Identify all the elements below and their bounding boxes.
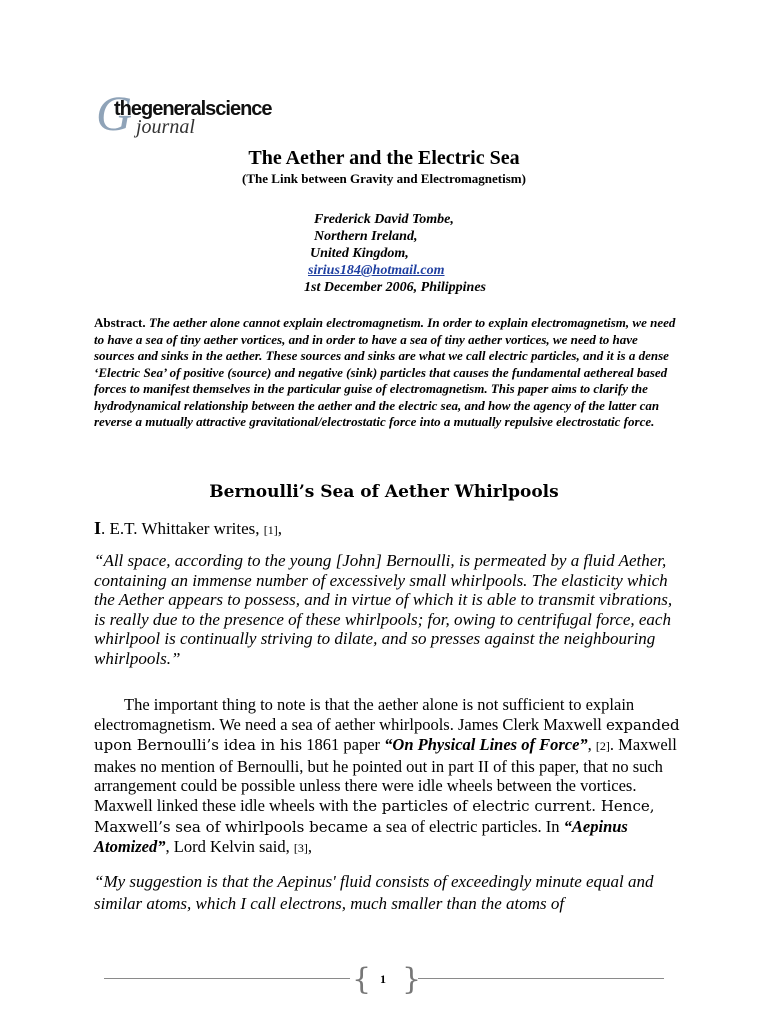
intro-paragraph (94, 518, 282, 539)
body-paragraph (94, 695, 684, 859)
citation-1: [1] (263, 523, 278, 537)
section-numeral: I (94, 518, 102, 538)
body-text-10: , Lord Kelvin said, (165, 837, 294, 857)
body-text-1: The important thing to note is that the aether alone is not sufficient to explain electromagnetism. We need a sea of aether whirlpools. James Clerk Maxwell (94, 695, 635, 734)
footer-brace-right: } (402, 962, 422, 997)
logo-mark: G (96, 85, 133, 141)
body-text-6: . Maxwell makes no mention of Bernoulli, but he pointed out in part II of this paper, that no such arrangement could be possible unless there were idle wheels between the vortices. Maxwell linked these idle wheels with (94, 735, 677, 815)
abstract-label: Abstract. (94, 315, 146, 330)
footer-brace-left: { (352, 962, 372, 997)
page-number: 1 (380, 972, 386, 986)
citation-3: [3] (293, 841, 308, 856)
kelvin-quote: “My suggestion is that the Aepinus' fluid consists of exceedingly minute equal and similar atoms, which I call electrons, much smaller than the atoms of (94, 872, 654, 913)
abstract-text: The aether alone cannot explain electromagnetism. In order to explain electromagnetism, we need to have a sea of tiny aether vortices, and in order to have a sea of tiny aether vortices, we need to have sources and sinks in the aether. These sources and sinks are what we call electric particles, and it is a dense ‘Electric Sea’ of positive (source) and negative (sink) particles that causes the fundamental aethereal based forces to manifest themselves in the particular guise of electromagnetism. This paper aims to clarify the hydrodynamical relationship between the aether and the electric sea, and how the agency of the latter can reverse a mutually attractive gravitational/electrostatic force into a mutually repulsive electrostatic force. (94, 315, 676, 429)
author-region: Northern Ireland, (314, 229, 418, 244)
intro-text: . E.T. Whittaker writes, (101, 519, 264, 538)
abstract (94, 315, 676, 431)
author-date: 1st December 2006, Philippines (304, 280, 486, 295)
logo-top-text: thegeneralscience (114, 98, 272, 120)
logo-bottom-text: journal (136, 116, 195, 138)
author-name: Frederick David Tombe, (314, 212, 454, 227)
body-text-7: the particles of electric current. Hence, Maxwell’s sea of whirlpools became a (94, 796, 655, 836)
body-text-11: , (307, 837, 312, 857)
body-text-3: 1861 paper (302, 735, 385, 755)
author-email-line (308, 263, 445, 279)
body-text-2: expanded upon Bernoulli’s idea in his (94, 715, 680, 755)
citation-2: [2] (595, 739, 610, 754)
body-text-5: , (587, 735, 596, 755)
body-text-8: sea of electric particles. In (381, 816, 564, 836)
paper-title-ref: “On Physical Lines of Force” (384, 735, 588, 755)
section-heading: Bernoulli’s Sea of Aether Whirlpools (209, 482, 559, 502)
paper-subtitle: (The Link between Gravity and Electromagnetism) (242, 171, 526, 186)
aepinus-title-ref: “Aepinus Atomized” (94, 816, 628, 857)
whittaker-quote: “All space, according to the young [John] Bernoulli, is permeated by a fluid Aether, containing an immense number of excessively small whirlpools. The elasticity which the Aether appears to possess, and in virtue of which it is able to transmit vibrations, is really due to the presence of these whirlpools; for, owing to centrifugal force, each whirlpool is continually striving to dilate, and so presses against the neighbouring whirlpools.” (94, 551, 673, 668)
intro-tail: , (277, 519, 282, 538)
author-email-link[interactable]: sirius184@hotmail.com (308, 263, 445, 278)
journal-logo (96, 85, 296, 141)
footer-rule-left (104, 978, 350, 979)
paper-title: The Aether and the Electric Sea (248, 147, 520, 169)
author-country: United Kingdom, (310, 246, 409, 261)
footer-rule-right (418, 978, 664, 979)
